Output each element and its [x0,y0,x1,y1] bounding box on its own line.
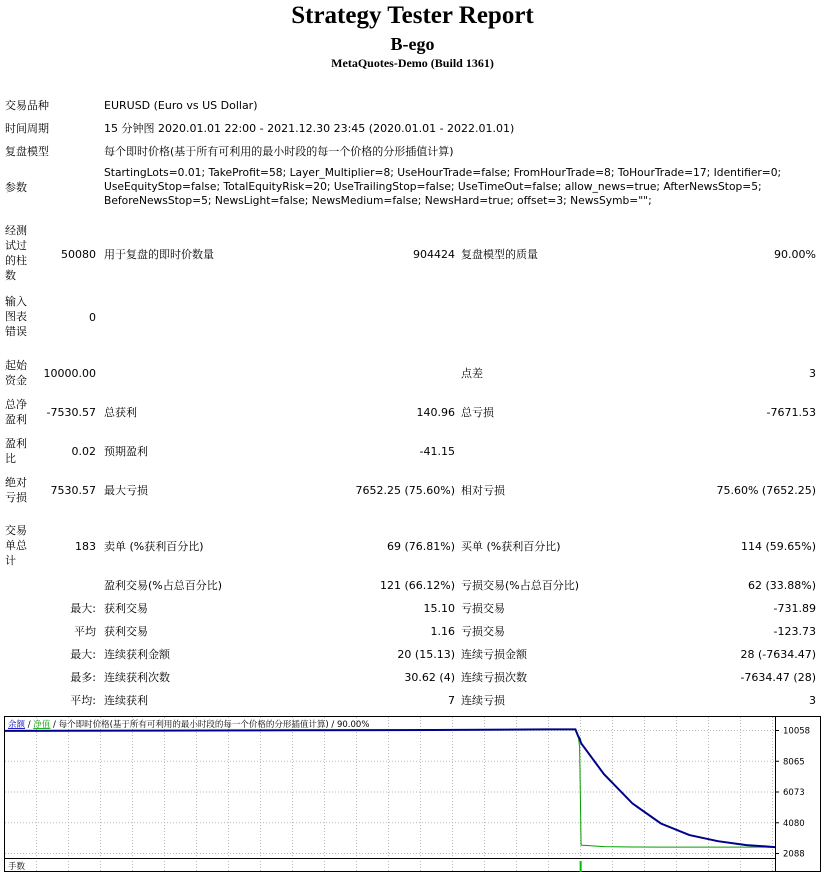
avg-loss-value: -123.73 [773,625,816,638]
gross-loss-value: -7671.53 [766,406,816,419]
server-info: MetaQuotes-Demo (Build 1361) [331,56,494,70]
expected-payoff-value: -41.15 [419,445,455,458]
max-consec-losses-money-label: 连续亏损金额 [461,648,527,661]
loss-trades-value: 62 (33.88%) [747,579,816,592]
avg-consec-wins-label: 连续获利 [104,694,148,707]
y-tick-label: 8065 [783,757,805,768]
errors-label: 输入图表错误 [5,295,27,338]
deposit-value: 10000.00 [43,367,96,380]
spread-value: 3 [809,367,816,380]
max-consec-profit-value: 30.62 (4) [404,671,455,684]
period-value: 15 分钟图 2020.01.01 22:00 - 2021.12.30 23:45 (2020.01.01 - 2022.01.01) [104,122,515,135]
params-label: 参数 [5,181,27,194]
bars-label: 经测试过的柱数 [5,224,27,282]
gross-profit-label: 总获利 [104,406,137,419]
legend-balance: 余额 [8,720,26,730]
average-prefix: 平均 [74,625,96,638]
expert-name: B-ego [390,34,435,54]
avg-consec-wins-value: 7 [448,694,455,707]
legend-separator: / [25,720,34,730]
model-value: 每个即时价格(基于所有可利用的最小时段的每一个价格的分形插值计算) [104,145,454,158]
symbol-value: EURUSD (Euro vs US Dollar) [104,99,258,112]
gross-profit-value: 140.96 [416,406,455,419]
profit-factor-value: 0.02 [71,445,96,458]
avg-consec-losses-label: 连续亏损 [461,694,505,707]
largest-loss-label: 亏损交易 [461,602,505,615]
errors-value: 0 [89,311,96,324]
short-label: 卖单 (%获利百分比) [104,540,204,553]
avg-profit-value: 1.16 [430,625,455,638]
long-label: 买单 (%获利百分比) [461,540,561,553]
quality-value: 90.00% [774,248,816,261]
max-consec-loss-value: -7634.47 (28) [740,671,816,684]
profit-trades-value: 121 (66.12%) [379,579,455,592]
balance-chart [4,716,821,872]
expected-payoff-label: 预期盈利 [104,445,148,458]
max-consec-losses-money-value: 28 (-7634.47) [740,648,816,661]
ticks-value: 904424 [413,248,455,261]
average2-prefix: 平均: [70,694,96,707]
abs-drawdown-value: 7530.57 [50,484,96,497]
max-drawdown-value: 7652.25 (75.60%) [355,484,455,497]
max-consec-wins-money-label: 连续获利金额 [104,648,170,661]
max-consec-loss-label: 连续亏损次数 [461,671,527,684]
max-drawdown-label: 最大亏损 [104,484,148,497]
gross-loss-label: 总亏损 [461,406,494,419]
bars-value: 50080 [61,248,96,261]
profit-trades-label: 盈利交易(%占总百分比) [104,579,223,592]
largest-prefix: 最大: [70,602,96,615]
y-tick-label: 2088 [783,849,805,860]
spread-label: 点差 [461,367,483,380]
ticks-label: 用于复盘的即时价数量 [104,248,214,261]
net-profit-label: 总净盈利 [5,398,27,426]
lots-label: 手数 [8,862,26,872]
max-consec-wins-money-value: 20 (15.13) [397,648,455,661]
max-consec-profit-label: 连续获利次数 [104,671,170,684]
largest-profit-value: 15.10 [423,602,455,615]
period-label: 时间周期 [5,122,49,135]
symbol-label: 交易品种 [5,99,49,112]
avg-consec-losses-value: 3 [809,694,816,707]
quality-label: 复盘模型的质量 [461,248,538,261]
long-value: 114 (59.65%) [740,540,816,553]
rel-drawdown-value: 75.60% (7652.25) [716,484,816,497]
total-trades-value: 183 [75,540,96,553]
profit-factor-label: 盈利比 [5,437,27,465]
deposit-label: 起始资金 [5,359,27,387]
max-consec-prefix: 最大: [70,648,96,661]
model-label: 复盘模型 [5,145,49,158]
most-prefix: 最多: [70,671,96,684]
short-value: 69 (76.81%) [386,540,455,553]
total-trades-label: 交易单总计 [5,524,27,567]
avg-profit-label: 获利交易 [104,625,148,638]
lots-bar [580,861,582,872]
legend-equity: 净值 [33,720,51,730]
y-tick-label: 10058 [783,726,811,737]
legend-rest: / 每个即时价格(基于所有可利用的最小时段的每一个价格的分形插值计算) / 90.00% [50,720,370,730]
y-tick-label: 4080 [783,818,805,829]
y-tick-label: 6073 [783,788,805,798]
chart-legend [8,719,369,730]
chart-background [5,717,821,872]
avg-loss-label: 亏损交易 [461,625,505,638]
report-title: Strategy Tester Report [291,2,534,29]
rel-drawdown-label: 相对亏损 [461,484,505,497]
largest-loss-value: -731.89 [773,602,816,615]
net-profit-value: -7530.57 [46,406,96,419]
abs-drawdown-label: 绝对亏损 [5,476,27,504]
params-value: StartingLots=0.01; TakeProfit=58; Layer_Multiplier=8; UseHourTrade=false; FromHourTrade=8; ToHourTrade=17; Identifier=0; UseEquityStop=false; TotalEquityRisk=20; UseTrailingStop=false; UseTimeOut=false; allow_news=true; AfterNewsStop=5; BeforeNewsStop=5; NewsLight=false; NewsMedium=false; NewsHard=true; offset=3; NewsSymb=""; [104,166,782,207]
largest-profit-label: 获利交易 [104,602,148,615]
loss-trades-label: 亏损交易(%占总百分比) [461,579,580,592]
